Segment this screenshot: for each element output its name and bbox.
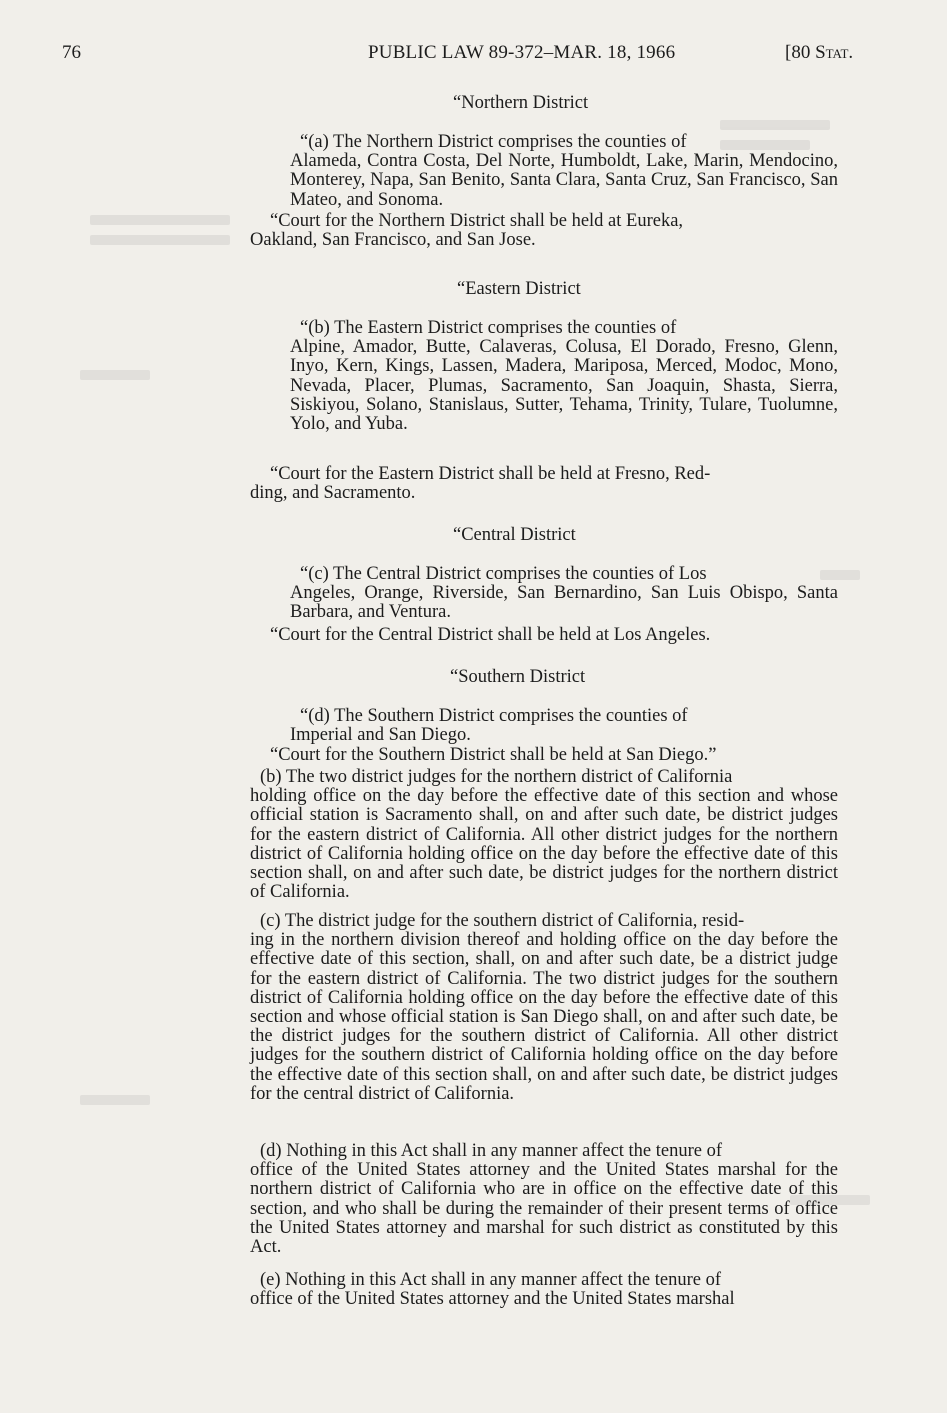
eastern-court-rest: ding, and Sacramento. bbox=[250, 483, 416, 504]
subsection-d-first: (d) Nothing in this Act shall in any manner affect the tenure of bbox=[260, 1141, 723, 1161]
subsection-c bbox=[250, 912, 838, 1104]
northern-district-court bbox=[250, 212, 838, 250]
northern-district-heading: “Northern District bbox=[453, 93, 589, 113]
para-a-rest: Alameda, Contra Costa, Del Norte, Humboldt, Lake, Marin, Mendocino, Monterey, Napa, San Benito, Santa Clara, Santa Cruz, San Francisco, San Mateo, and Sonoma. bbox=[290, 151, 838, 210]
eastern-district-court bbox=[250, 465, 838, 503]
southern-district-para-d bbox=[290, 707, 838, 745]
para-c-line1: “(c) The Central District comprises the counties of Los bbox=[300, 564, 707, 584]
northern-court-line1: “Court for the Northern District shall be held at Eureka, bbox=[270, 211, 684, 231]
central-district-court bbox=[270, 626, 838, 645]
eastern-court-line1: “Court for the Eastern District shall be held at Fresno, Red- bbox=[270, 464, 711, 484]
subsection-b-rest: holding office on the day before the effective date of this section and whose official station is Sacramento shall, on and after such date, be district judges for the eastern district of California. All other district judges for the northern district of California holding office on the day before the effective date of this section shall, on and after such date, be district judges for the northern district of California. bbox=[250, 786, 838, 903]
subsection-c-rest: ing in the northern division thereof and holding office on the day before the effective date of this section, shall, on and after such date, be a district judge for the eastern district of California. The two district judges for the southern district of California holding office on the day before the effective date of this section and whose official station is San Diego shall, on and after such date, be the district judges for the southern district of California. All other district judges for the southern district of California holding office on the day before the effective date of this section shall, on and after such date, be district judges for the central district of California. bbox=[250, 930, 838, 1104]
eastern-district-para-b bbox=[290, 319, 838, 434]
eastern-district-heading: “Eastern District bbox=[457, 279, 581, 299]
para-d-line1: “(d) The Southern District comprises the counties of bbox=[300, 706, 688, 726]
southern-court: “Court for the Southern District shall be held at San Diego.” bbox=[270, 745, 717, 765]
central-district-heading: “Central District bbox=[453, 525, 576, 545]
para-b-line1: “(b) The Eastern District comprises the counties of bbox=[300, 318, 677, 338]
statute-reference bbox=[785, 42, 853, 64]
para-d-rest: Imperial and San Diego. bbox=[290, 725, 471, 746]
para-c-rest: Angeles, Orange, Riverside, San Bernardino, San Luis Obispo, Santa Barbara, and Ventura. bbox=[290, 583, 838, 623]
northern-court-rest: Oakland, San Francisco, and San Jose. bbox=[250, 230, 536, 251]
page-number: 76 bbox=[62, 42, 81, 63]
para-b-rest: Alpine, Amador, Butte, Calaveras, Colusa, El Dorado, Fresno, Glenn, Inyo, Kern, Kings, Lassen, Madera, Mariposa, Merced, Modoc, Mono, Nevada, Placer, Plumas, Sacramento, San Joaquin, Shasta, Sierra, Siskiyou, Solano, Stanislaus, Sutter, Tehama, Trinity, Tulare, Tuolumne, Yolo, and Yuba. bbox=[290, 337, 838, 435]
subsection-e bbox=[250, 1271, 838, 1309]
running-title: PUBLIC LAW 89-372–MAR. 18, 1966 bbox=[368, 42, 676, 63]
southern-district-court bbox=[270, 746, 838, 765]
southern-district-heading: “Southern District bbox=[450, 667, 586, 687]
statute-bracket: [80 bbox=[785, 42, 816, 63]
page-header bbox=[0, 42, 947, 72]
subsection-d-rest: office of the United States attorney and the United States marshal for the northern district of California who are in office on the effective date of this section, and who shall be during the remainder of their present terms of office the United States attorney and marshal for such district as constituted by this Act. bbox=[250, 1160, 838, 1258]
central-court: “Court for the Central District shall be held at Los Angeles. bbox=[270, 625, 711, 645]
subsection-e-rest: office of the United States attorney and the United States marshal bbox=[250, 1289, 735, 1310]
subsection-b bbox=[250, 768, 838, 902]
subsection-c-first: (c) The district judge for the southern district of California, resid- bbox=[260, 911, 745, 931]
central-district-para-c bbox=[290, 565, 838, 623]
subsection-b-first: (b) The two district judges for the northern district of California bbox=[260, 767, 733, 787]
para-a-line1: “(a) The Northern District comprises the counties of bbox=[300, 132, 687, 152]
statute-label: Stat. bbox=[815, 42, 854, 63]
subsection-e-first: (e) Nothing in this Act shall in any manner affect the tenure of bbox=[260, 1270, 721, 1290]
subsection-d bbox=[250, 1142, 838, 1257]
northern-district-para-a bbox=[290, 133, 838, 210]
